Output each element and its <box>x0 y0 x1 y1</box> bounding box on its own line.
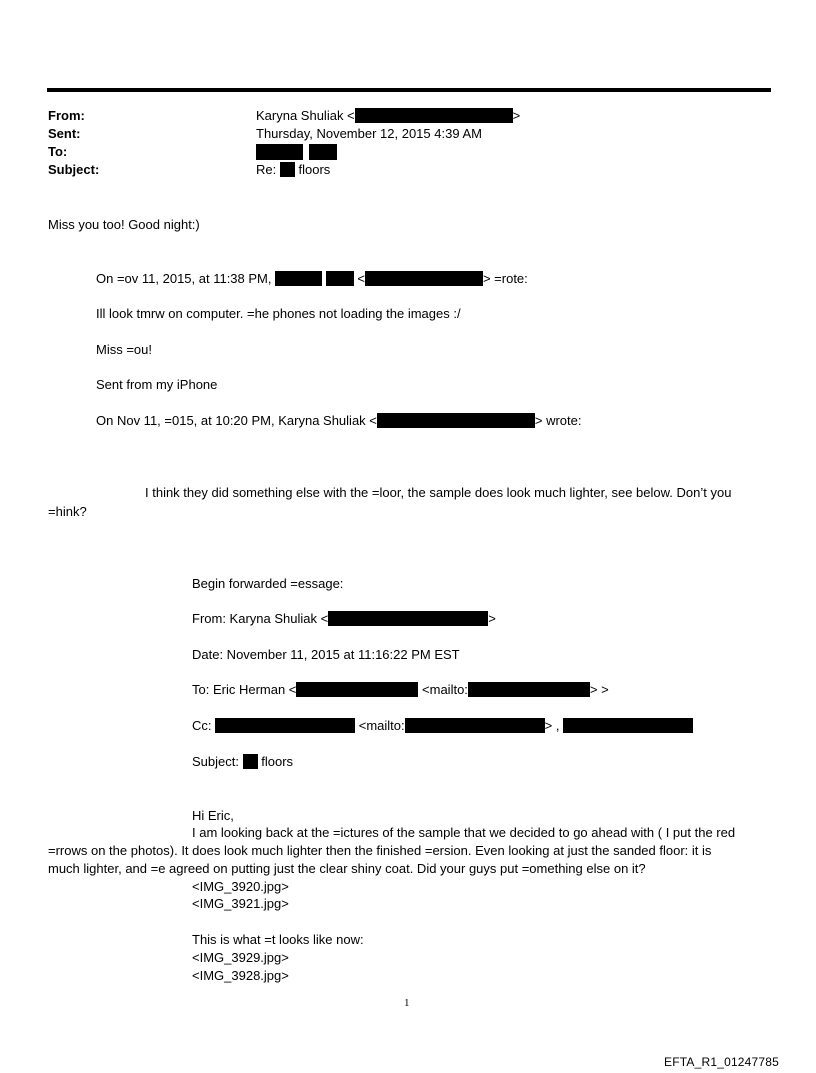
sent-value: Thursday, November 12, 2015 4:39 AM <box>256 126 482 141</box>
redaction <box>355 108 513 123</box>
quote2-para-line: =hink? <box>48 504 87 519</box>
forward-subject-text: floors <box>261 754 294 769</box>
redaction <box>326 271 354 286</box>
forward-subject-label: Subject: <box>192 754 239 769</box>
quote1-header <box>96 271 528 287</box>
message-line: much lighter, and =e agreed on putting just the clear shiny coat. Did your guys put =omething else on it? <box>48 861 646 876</box>
quote1-rote: > =rote: <box>482 271 528 286</box>
subject-label: Subject: <box>48 162 100 177</box>
redaction <box>309 144 337 160</box>
to-value <box>256 144 337 161</box>
forward-begin: Begin forwarded =essage: <box>192 576 344 591</box>
from-label: From: <box>48 108 85 123</box>
forward-to-close: > > <box>589 682 609 697</box>
redaction <box>405 718 545 733</box>
forward-cc-close: > , <box>544 718 560 733</box>
quote1-line: Miss =ou! <box>96 342 152 357</box>
redaction <box>377 413 535 428</box>
quote2-wrote: > wrote: <box>534 413 582 428</box>
subject-value <box>256 162 330 178</box>
header-rule <box>47 88 771 92</box>
redaction <box>328 611 488 626</box>
forward-cc <box>192 718 693 734</box>
message-line: I am looking back at the =ictures of the sample that we decided to go ahead with ( I put the red <box>192 825 736 840</box>
quote2-on: On Nov 11, =015, at 10:20 PM, Karyna Shuliak < <box>96 413 377 428</box>
quote2-para-line: I think they did something else with the =loor, the sample does look much lighter, see below. Don’t you <box>145 485 732 500</box>
page-number: 1 <box>404 997 410 1009</box>
quote1-on: On =ov 11, 2015, at 11:38 PM, <box>96 271 272 286</box>
quote1-line: Sent from my iPhone <box>96 377 218 392</box>
attachment-ref: <IMG_3921.jpg> <box>192 896 289 911</box>
attachment-ref: <IMG_3928.jpg> <box>192 968 289 983</box>
forward-from-text: From: Karyna Shuliak < <box>192 611 329 626</box>
message-line: This is what =t looks like now: <box>192 932 364 947</box>
from-name: Karyna Shuliak < <box>256 108 355 123</box>
redaction <box>256 144 303 160</box>
subject-text: floors <box>298 162 331 177</box>
redaction <box>468 682 590 697</box>
forward-to <box>192 682 609 698</box>
message-greeting: Hi Eric, <box>192 808 234 823</box>
redaction <box>563 718 693 733</box>
forward-date: Date: November 11, 2015 at 11:16:22 PM EST <box>192 647 460 662</box>
forward-cc-label: Cc: <box>192 718 212 733</box>
forward-to-text: To: Eric Herman < <box>192 682 297 697</box>
forward-cc-mailto: <mailto: <box>358 718 405 733</box>
redaction <box>280 162 295 177</box>
sent-label: Sent: <box>48 126 81 141</box>
redaction <box>365 271 483 286</box>
forward-to-mailto: <mailto: <box>422 682 468 697</box>
message-line: =rrows on the photos). It does look much lighter then the finished =ersion. Even looking at just the sanded floor: it is <box>48 843 712 858</box>
attachment-ref: <IMG_3920.jpg> <box>192 879 289 894</box>
forward-subject <box>192 754 293 770</box>
redaction <box>215 718 355 733</box>
forward-from <box>192 611 496 627</box>
subject-prefix: Re: <box>256 162 277 177</box>
forward-from-close: > <box>488 611 496 626</box>
attachment-ref: <IMG_3929.jpg> <box>192 950 289 965</box>
quote1-line: Ill look tmrw on computer. =he phones not loading the images :/ <box>96 306 461 321</box>
to-label: To: <box>48 144 68 159</box>
reply-line: Miss you too! Good night:) <box>48 217 200 232</box>
document-id: EFTA_R1_01247785 <box>664 1055 780 1069</box>
redaction <box>243 754 258 769</box>
redaction <box>275 271 322 286</box>
quote2-header <box>96 413 581 429</box>
quote1-lt: < <box>357 271 365 286</box>
from-value <box>256 108 520 124</box>
redaction <box>296 682 418 697</box>
from-close: > <box>512 108 521 123</box>
